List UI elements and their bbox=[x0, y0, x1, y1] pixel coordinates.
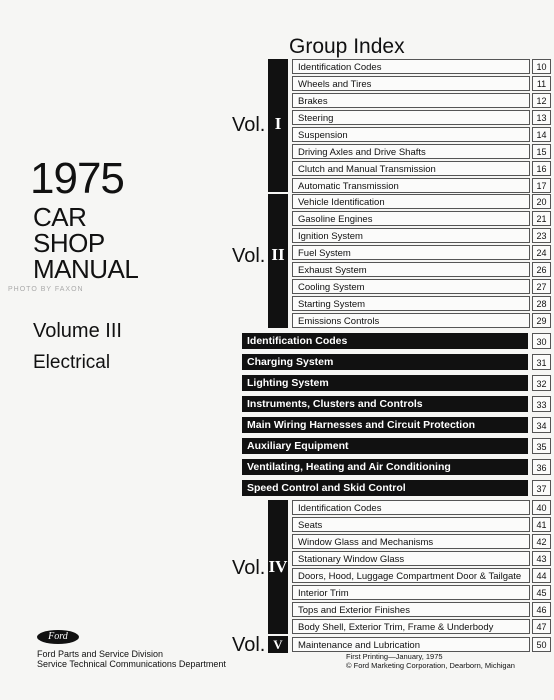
index-number-20: 20 bbox=[532, 194, 551, 209]
index-number-36: 36 bbox=[532, 459, 551, 475]
vol-1-label: Vol. bbox=[232, 114, 266, 136]
index-row-36: Ventilating, Heating and Air Conditioning bbox=[242, 459, 528, 475]
volume-subtitle: Electrical bbox=[33, 352, 111, 373]
index-row-37: Speed Control and Skid Control bbox=[242, 480, 528, 496]
index-number-42: 42 bbox=[532, 534, 551, 549]
index-row-11: Wheels and Tires bbox=[292, 76, 530, 91]
index-number-16: 16 bbox=[532, 161, 551, 176]
index-number-30: 30 bbox=[532, 333, 551, 349]
group-index-heading: Group Index bbox=[289, 35, 405, 58]
cover-title-line-2: SHOP bbox=[33, 228, 105, 258]
index-row-16: Clutch and Manual Transmission bbox=[292, 161, 530, 176]
index-row-35: Auxiliary Equipment bbox=[242, 438, 528, 454]
index-number-47: 47 bbox=[532, 619, 551, 634]
index-row-20: Vehicle Identification bbox=[292, 194, 530, 209]
index-number-46: 46 bbox=[532, 602, 551, 617]
index-row-45: Interior Trim bbox=[292, 585, 530, 600]
index-row-42: Window Glass and Mechanisms bbox=[292, 534, 530, 549]
index-number-23: 23 bbox=[532, 228, 551, 243]
index-row-50: Maintenance and Lubrication bbox=[292, 637, 530, 652]
index-number-14: 14 bbox=[532, 127, 551, 142]
index-row-13: Steering bbox=[292, 110, 530, 125]
index-row-33: Instruments, Clusters and Controls bbox=[242, 396, 528, 412]
index-number-34: 34 bbox=[532, 417, 551, 433]
copyright-notice: © Ford Marketing Corporation, Dearborn, Michigan bbox=[346, 661, 515, 670]
ford-logo: Ford bbox=[37, 630, 79, 644]
index-number-37: 37 bbox=[532, 480, 551, 496]
cover-year: 1975 bbox=[30, 154, 124, 203]
index-row-46: Tops and Exterior Finishes bbox=[292, 602, 530, 617]
footer-department: Service Technical Communications Department bbox=[37, 659, 226, 669]
index-number-11: 11 bbox=[532, 76, 551, 91]
index-number-26: 26 bbox=[532, 262, 551, 277]
index-number-31: 31 bbox=[532, 354, 551, 370]
index-row-34: Main Wiring Harnesses and Circuit Protection bbox=[242, 417, 528, 433]
vol-5-numeral: V bbox=[273, 637, 283, 652]
index-number-29: 29 bbox=[532, 313, 551, 328]
vol-2-numeral: II bbox=[271, 245, 285, 264]
footer-division: Ford Parts and Service Division bbox=[37, 649, 164, 659]
index-row-47: Body Shell, Exterior Trim, Frame & Underbody bbox=[292, 619, 530, 634]
index-number-44: 44 bbox=[532, 568, 551, 583]
vol-4-numeral: IV bbox=[268, 557, 288, 576]
index-number-43: 43 bbox=[532, 551, 551, 566]
vol-2-label: Vol. bbox=[232, 245, 266, 267]
cover-title-line-1: CAR bbox=[33, 202, 87, 232]
index-number-15: 15 bbox=[532, 144, 551, 159]
index-row-43: Stationary Window Glass bbox=[292, 551, 530, 566]
index-row-26: Exhaust System bbox=[292, 262, 530, 277]
index-row-44: Doors, Hood, Luggage Compartment Door & Tailgate bbox=[292, 568, 530, 583]
index-row-30: Identification Codes bbox=[242, 333, 528, 349]
index-row-17: Automatic Transmission bbox=[292, 178, 530, 193]
index-number-21: 21 bbox=[532, 211, 551, 226]
index-number-33: 33 bbox=[532, 396, 551, 412]
vol-4-label: Vol. bbox=[232, 557, 266, 579]
index-row-21: Gasoline Engines bbox=[292, 211, 530, 226]
index-number-24: 24 bbox=[532, 245, 551, 260]
index-number-17: 17 bbox=[532, 178, 551, 193]
cover-title-line-3: MANUAL bbox=[33, 254, 139, 284]
index-row-29: Emissions Controls bbox=[292, 313, 530, 328]
index-number-45: 45 bbox=[532, 585, 551, 600]
index-row-28: Starting System bbox=[292, 296, 530, 311]
index-row-23: Ignition System bbox=[292, 228, 530, 243]
index-row-40: Identification Codes bbox=[292, 500, 530, 515]
index-number-40: 40 bbox=[532, 500, 551, 515]
index-row-41: Seats bbox=[292, 517, 530, 532]
vol-1-numeral: I bbox=[274, 114, 282, 133]
index-number-13: 13 bbox=[532, 110, 551, 125]
photo-watermark: PHOTO BY FAXON bbox=[8, 286, 84, 293]
index-row-14: Suspension bbox=[292, 127, 530, 142]
index-row-31: Charging System bbox=[242, 354, 528, 370]
index-row-15: Driving Axles and Drive Shafts bbox=[292, 144, 530, 159]
index-number-41: 41 bbox=[532, 517, 551, 532]
index-number-32: 32 bbox=[532, 375, 551, 391]
index-number-50: 50 bbox=[532, 637, 551, 652]
index-number-12: 12 bbox=[532, 93, 551, 108]
index-row-12: Brakes bbox=[292, 93, 530, 108]
index-row-27: Cooling System bbox=[292, 279, 530, 294]
index-number-35: 35 bbox=[532, 438, 551, 454]
index-number-28: 28 bbox=[532, 296, 551, 311]
volume-label: Volume III bbox=[33, 320, 122, 342]
printing-date: First Printing—January, 1975 bbox=[346, 652, 443, 661]
index-row-24: Fuel System bbox=[292, 245, 530, 260]
index-row-10: Identification Codes bbox=[292, 59, 530, 74]
index-number-10: 10 bbox=[532, 59, 551, 74]
vol-5-label: Vol. bbox=[232, 634, 266, 656]
index-row-32: Lighting System bbox=[242, 375, 528, 391]
index-number-27: 27 bbox=[532, 279, 551, 294]
